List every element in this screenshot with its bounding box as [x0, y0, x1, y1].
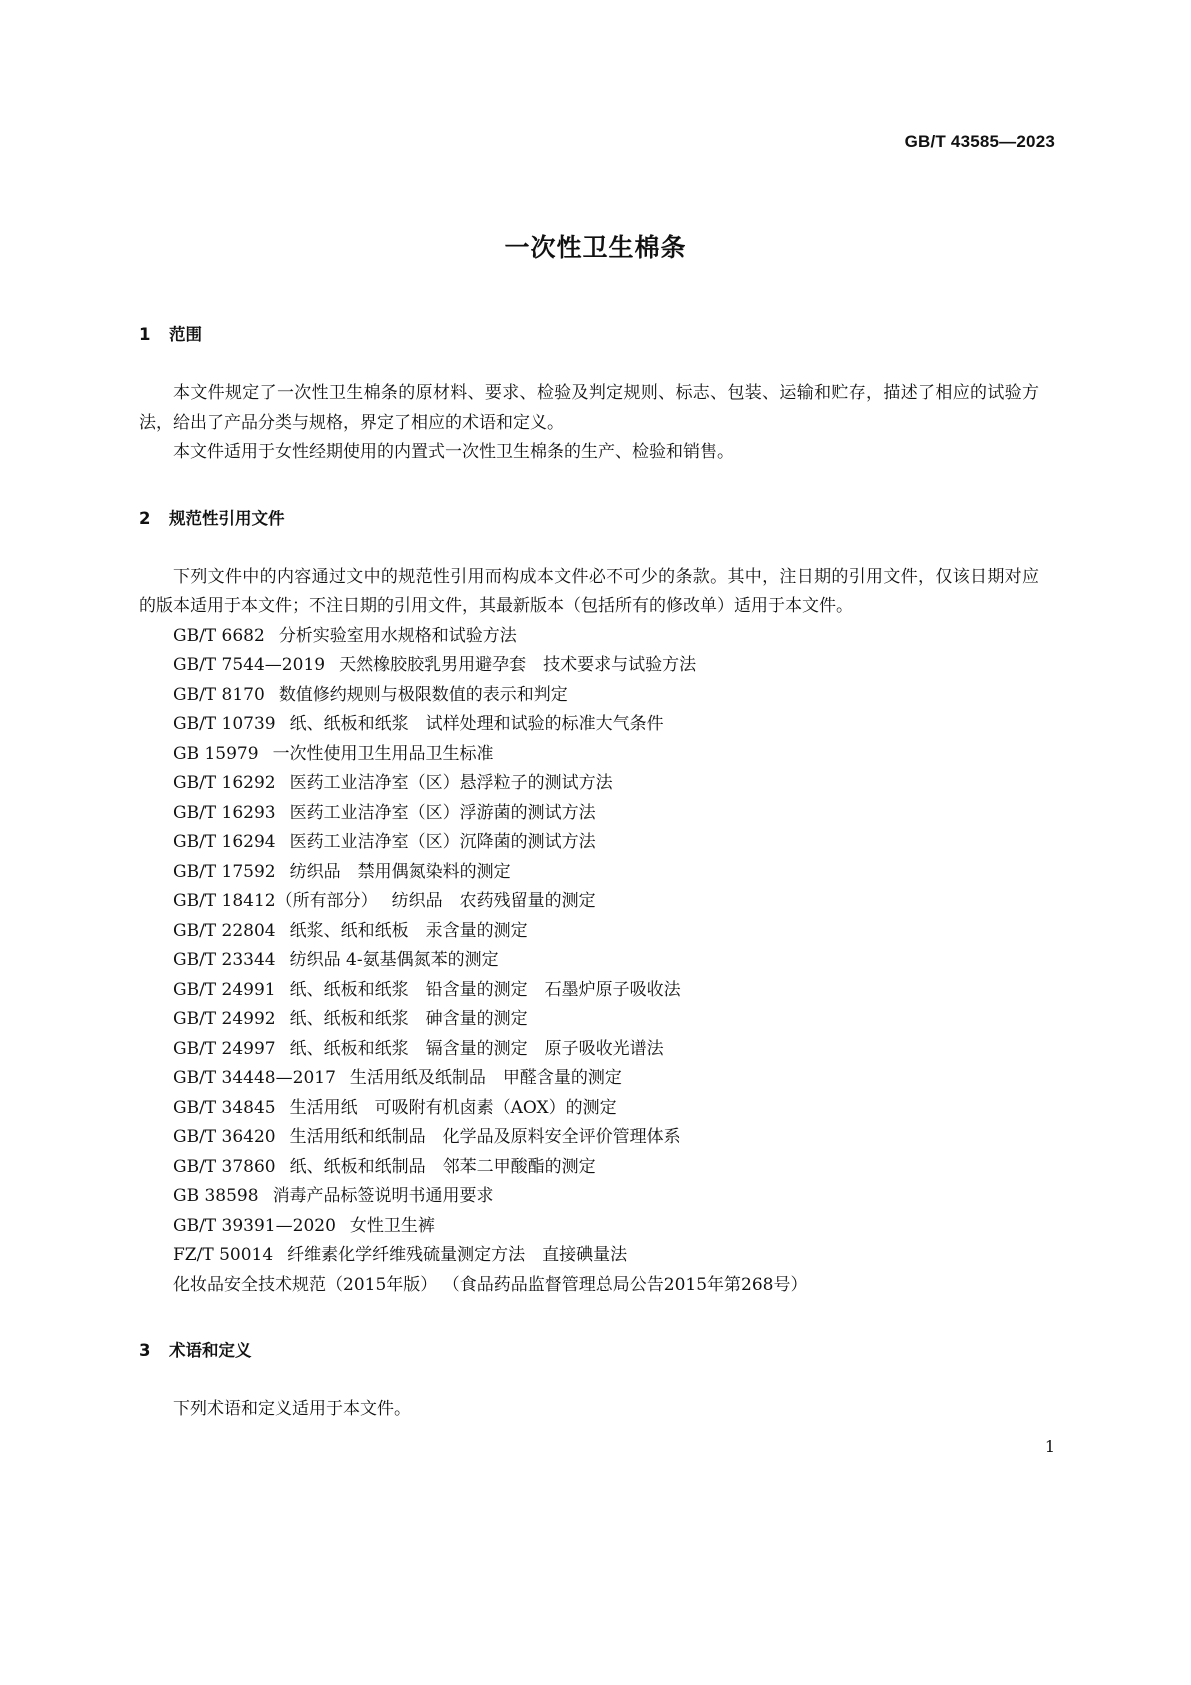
reference-item — [139, 976, 1039, 1006]
reference-code: GB/T 16293 — [173, 802, 276, 823]
page-number: 1 — [1044, 1437, 1055, 1456]
reference-item — [139, 1271, 1039, 1301]
reference-item — [139, 828, 1039, 858]
reference-title: 纺织品 农药残留量的测定 — [391, 891, 596, 911]
reference-code: GB/T 34845 — [173, 1097, 276, 1118]
reference-title: 纺织品 禁用偶氮染料的测定 — [289, 861, 511, 882]
section-number: 1 — [139, 325, 151, 344]
reference-code: GB 15979 — [173, 743, 259, 764]
scope-paragraph: 本文件适用于女性经期使用的内置式一次性卫生棉条的生产、检验和销售。 — [173, 442, 734, 462]
standard-code: GB/T 43585—2023 — [904, 132, 1055, 151]
terms-intro-paragraph: 下列术语和定义适用于本文件。 — [173, 1399, 411, 1419]
reference-code: GB/T 39391—2020 — [173, 1215, 336, 1236]
reference-item — [139, 858, 1039, 888]
reference-code: GB/T 18412（所有部分） — [173, 891, 378, 911]
reference-code: GB/T 8170 — [173, 684, 265, 705]
reference-code: GB/T 37860 — [173, 1156, 276, 1177]
reference-code: GB/T 17592 — [173, 861, 276, 882]
reference-code: GB/T 16294 — [173, 832, 276, 852]
section-title: 规范性引用文件 — [169, 508, 285, 528]
reference-item — [139, 740, 1039, 770]
reference-code: GB/T 6682 — [173, 625, 265, 646]
reference-item — [139, 1005, 1039, 1035]
reference-title: 分析实验室用水规格和试验方法 — [278, 625, 517, 646]
reference-title: 生活用纸和纸制品 化学品及原料安全评价管理体系 — [289, 1127, 681, 1147]
section-heading-terms — [139, 1338, 1039, 1364]
reference-item — [139, 1212, 1039, 1242]
reference-title: 纤维素化学纤维残硫量测定方法 直接碘量法 — [287, 1245, 628, 1265]
reference-code: GB/T 10739 — [173, 714, 276, 734]
reference-item — [139, 651, 1039, 681]
reference-code: FZ/T 50014 — [173, 1245, 274, 1265]
reference-title: 纸、纸板和纸浆 试样处理和试验的标准大气条件 — [289, 714, 664, 734]
reference-title: 数值修约规则与极限数值的表示和判定 — [278, 684, 568, 705]
reference-code: GB 38598 — [173, 1186, 259, 1206]
reference-title: 医药工业洁净室（区）悬浮粒子的测试方法 — [289, 773, 613, 793]
reference-code: GB/T 23344 — [173, 950, 276, 970]
reference-title: 医药工业洁净室（区）沉降菌的测试方法 — [289, 832, 596, 852]
document-body — [139, 322, 1039, 1425]
scope-paragraph: 本文件规定了一次性卫生棉条的原材料、要求、检验及判定规则、标志、包装、运输和贮存，描述了相应的试验方法，给出了产品分类与规格，界定了相应的术语和定义。 — [139, 383, 1039, 433]
reference-item — [139, 769, 1039, 799]
reference-code: GB/T 24997 — [173, 1038, 276, 1059]
reference-item — [139, 1094, 1039, 1124]
reference-item — [139, 1241, 1039, 1271]
reference-title: 纸、纸板和纸浆 砷含量的测定 — [289, 1009, 528, 1029]
reference-title: 消毒产品标签说明书通用要求 — [272, 1186, 494, 1206]
reference-title: 纸、纸板和纸浆 镉含量的测定 原子吸收光谱法 — [289, 1038, 664, 1059]
reference-code: GB/T 7544—2019 — [173, 655, 326, 675]
reference-title: 一次性使用卫生用品卫生标准 — [272, 743, 494, 764]
reference-list — [139, 622, 1039, 1301]
reference-code: GB/T 22804 — [173, 920, 276, 941]
reference-item — [139, 622, 1039, 652]
reference-item — [139, 1182, 1039, 1212]
section-number: 2 — [139, 508, 151, 528]
reference-item — [139, 1064, 1039, 1094]
reference-item — [139, 887, 1039, 917]
reference-title: 医药工业洁净室（区）浮游菌的测试方法 — [289, 802, 596, 823]
reference-item — [139, 1153, 1039, 1183]
reference-item — [139, 681, 1039, 711]
reference-code: GB/T 16292 — [173, 773, 276, 793]
section-number: 3 — [139, 1341, 151, 1360]
reference-item — [139, 1035, 1039, 1065]
reference-title: 纺织品 4-氨基偶氮苯的测定 — [289, 950, 499, 970]
reference-title: 纸浆、纸和纸板 汞含量的测定 — [289, 920, 528, 941]
reference-item — [139, 710, 1039, 740]
section-heading-normative-references — [139, 506, 1039, 532]
reference-title: 天然橡胶胶乳男用避孕套 技术要求与试验方法 — [339, 655, 697, 675]
reference-item — [139, 799, 1039, 829]
reference-title: 女性卫生裤 — [349, 1215, 435, 1236]
reference-code: GB/T 24992 — [173, 1009, 276, 1029]
reference-title: 纸、纸板和纸制品 邻苯二甲酸酯的测定 — [289, 1156, 596, 1177]
document-title: 一次性卫生棉条 — [504, 233, 687, 262]
section-title: 范围 — [169, 325, 202, 344]
reference-title: 纸、纸板和纸浆 铅含量的测定 石墨炉原子吸收法 — [289, 979, 681, 1000]
section-heading-scope — [139, 322, 1039, 348]
reference-title: 生活用纸及纸制品 甲醛含量的测定 — [349, 1068, 622, 1088]
reference-item — [139, 917, 1039, 947]
reference-title: （食品药品监督管理总局公告2015年第268号） — [451, 1274, 808, 1295]
reference-item — [139, 946, 1039, 976]
reference-code: GB/T 24991 — [173, 979, 276, 1000]
references-intro-paragraph: 下列文件中的内容通过文中的规范性引用而构成本文件必不可少的条款。其中，注日期的引用文件，仅该日期对应的版本适用于本文件；不注日期的引用文件，其最新版本（包括所有的修改单）适用于本文件。 — [139, 566, 1039, 616]
reference-code: 化妆品安全技术规范（2015年版） — [173, 1274, 438, 1295]
reference-code: GB/T 36420 — [173, 1127, 276, 1147]
reference-code: GB/T 34448—2017 — [173, 1068, 336, 1088]
reference-title: 生活用纸 可吸附有机卤素（AOX）的测定 — [289, 1097, 617, 1118]
section-title: 术语和定义 — [169, 1341, 252, 1360]
reference-item — [139, 1123, 1039, 1153]
